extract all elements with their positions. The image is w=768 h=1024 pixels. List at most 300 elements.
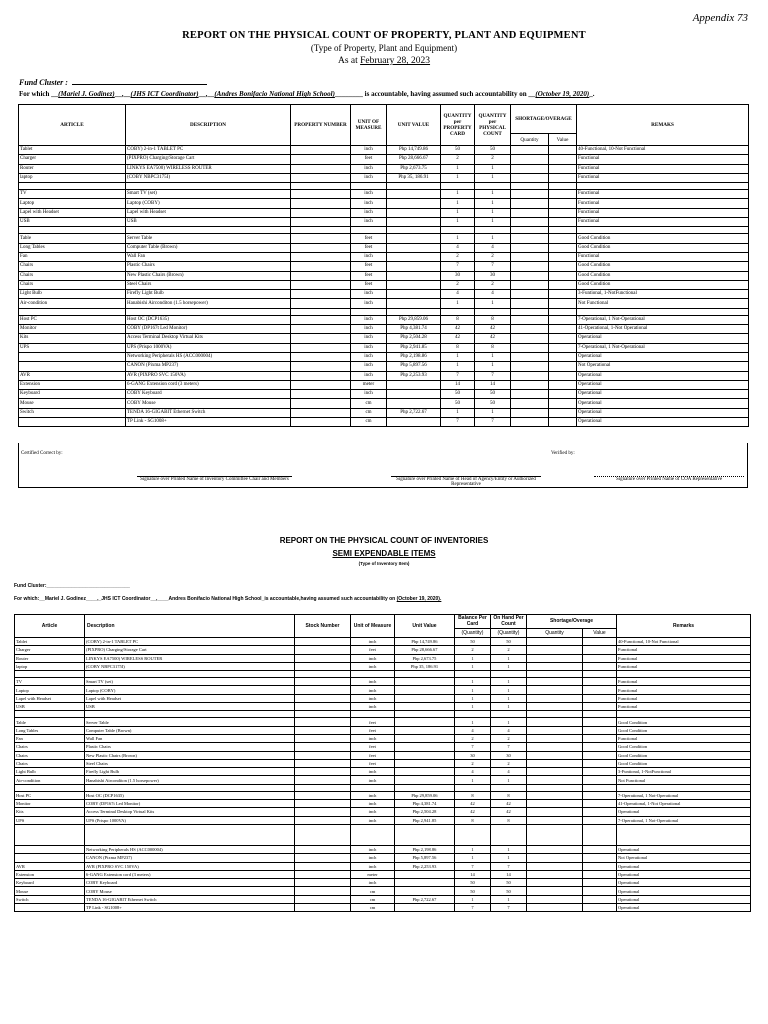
blank-cell bbox=[85, 784, 295, 791]
cell-remarks: Operational bbox=[577, 408, 749, 417]
cell-qty-card: 2 bbox=[441, 252, 475, 261]
table-row bbox=[19, 408, 749, 417]
cell-description: UPS (Prispo 1000VA) bbox=[126, 343, 291, 352]
report1-subtitle: (Type of Property, Plant and Equipment) bbox=[310, 43, 458, 53]
as-at-date: February 28, 2023 bbox=[360, 56, 431, 66]
cell-property-number bbox=[291, 234, 351, 243]
cell-remarks: Operational bbox=[617, 845, 751, 853]
blank-cell bbox=[351, 227, 387, 234]
cell-shortage-qty bbox=[527, 759, 583, 767]
col2-balance: Balance Per Card bbox=[455, 615, 491, 629]
cell-shortage-value bbox=[549, 290, 577, 299]
cell-shortage-value bbox=[549, 190, 577, 199]
cell-remarks: Good Condition bbox=[617, 726, 751, 734]
blank-cell bbox=[549, 227, 577, 234]
cell-article: Keyboard bbox=[19, 390, 126, 399]
cell-description: Steel Chairs bbox=[85, 759, 295, 767]
table-row bbox=[15, 686, 751, 694]
cell-shortage-qty bbox=[511, 390, 549, 399]
blank-cell bbox=[291, 183, 351, 190]
cell-unit-value: Php 14,749.86 bbox=[387, 146, 441, 155]
cell-shortage-qty bbox=[511, 280, 549, 289]
cell-unit-value: Php 2,722.67 bbox=[395, 895, 455, 903]
cell-shortage-qty bbox=[511, 155, 549, 164]
cell-description: Lapel with Headset bbox=[126, 208, 291, 217]
cell-shortage-value bbox=[583, 694, 617, 702]
cell-article: UPS bbox=[15, 816, 85, 824]
blank-cell bbox=[577, 227, 749, 234]
cell-shortage-value bbox=[549, 164, 577, 173]
cell-qty-card: 42 bbox=[441, 334, 475, 343]
cell-article bbox=[15, 904, 85, 912]
cell-property-number bbox=[295, 678, 351, 686]
cell-shortage-value bbox=[549, 334, 577, 343]
cell-shortage-qty bbox=[511, 334, 549, 343]
cell-remarks: Operational bbox=[577, 371, 749, 380]
cell-unit-value: Php 29,859.06 bbox=[387, 315, 441, 324]
accountable-person: (Mariel J. Godinez) bbox=[58, 90, 115, 98]
cell-article: Charger bbox=[19, 155, 126, 164]
cell-article: laptop bbox=[15, 662, 85, 670]
accountable-school: (Andres Bonifacio National High School) bbox=[214, 90, 335, 98]
cell-remarks: 40-Functional, 10-Not Functional bbox=[617, 638, 751, 646]
cell-shortage-qty bbox=[511, 199, 549, 208]
cell-unit: inch bbox=[351, 678, 395, 686]
cell-shortage-qty bbox=[511, 380, 549, 389]
cell-remarks: Good Condition bbox=[577, 262, 749, 271]
cell-remarks: Good Condition bbox=[577, 271, 749, 280]
cell-shortage-value bbox=[583, 854, 617, 862]
cell-description: (COBY NBPC3175I) bbox=[85, 662, 295, 670]
cell-remarks: Functional bbox=[577, 190, 749, 199]
cell-remarks: Not Functional bbox=[577, 299, 749, 308]
report1-for-which: For which __(Mariel J. Godinez)__,__(JHS ICT Coordinator)__,__(Andres Bonifacio National High School)________ is accountable, having assumed such accountability on __(October 19, 2020)_. bbox=[19, 90, 595, 98]
blank-cell bbox=[126, 227, 291, 234]
cell-qty-count: 7 bbox=[491, 743, 527, 751]
cell-qty-card: 50 bbox=[441, 390, 475, 399]
cell-remarks: Functional bbox=[617, 662, 751, 670]
cell-article: Mouse bbox=[15, 887, 85, 895]
cell-article bbox=[19, 352, 126, 361]
cell-unit-value bbox=[387, 399, 441, 408]
col-unit-value: UNIT VALUE bbox=[387, 105, 441, 146]
cell-remarks: Functional bbox=[617, 646, 751, 654]
cell-unit: inch bbox=[351, 734, 395, 742]
table-row bbox=[19, 164, 749, 173]
cell-qty-count: 42 bbox=[491, 800, 527, 808]
cell-description: Firefly Light Bulb bbox=[85, 768, 295, 776]
blank-cell bbox=[15, 784, 85, 791]
cell-qty-card: 1 bbox=[441, 190, 475, 199]
blank-cell bbox=[455, 824, 491, 845]
cell-remarks: Operational bbox=[617, 904, 751, 912]
cell-description: COBY (DP167t Led Monitor) bbox=[126, 325, 291, 334]
cell-remarks: Operational bbox=[577, 380, 749, 389]
cell-property-number bbox=[295, 887, 351, 895]
ppe-table-body bbox=[19, 146, 749, 427]
blank-cell bbox=[395, 711, 455, 718]
cell-remarks: Good Condition bbox=[617, 751, 751, 759]
table-row bbox=[15, 654, 751, 662]
cell-unit-value bbox=[387, 208, 441, 217]
cell-remarks: Functional bbox=[577, 173, 749, 182]
cell-shortage-qty bbox=[527, 791, 583, 799]
blank-cell bbox=[126, 183, 291, 190]
cell-remarks: Functional bbox=[617, 734, 751, 742]
cell-description: (PIXPRO) Charging/Storage Cart bbox=[126, 155, 291, 164]
cell-shortage-qty bbox=[527, 816, 583, 824]
cell-qty-card: 1 bbox=[441, 299, 475, 308]
blank-cell bbox=[351, 183, 387, 190]
cell-qty-count: 1 bbox=[475, 362, 511, 371]
cell-shortage-value bbox=[583, 845, 617, 853]
cell-qty-count: 1 bbox=[475, 234, 511, 243]
cell-shortage-value bbox=[583, 904, 617, 912]
cell-unit-value: Php 14,749.86 bbox=[395, 638, 455, 646]
blank-cell bbox=[85, 711, 295, 718]
cell-unit: inch bbox=[351, 371, 387, 380]
cell-qty-count: 8 bbox=[491, 816, 527, 824]
cell-shortage-qty bbox=[511, 190, 549, 199]
blank-cell bbox=[549, 183, 577, 190]
table-row bbox=[19, 218, 749, 227]
blank-cell bbox=[351, 671, 395, 678]
cell-shortage-value bbox=[583, 703, 617, 711]
blank-cell bbox=[85, 671, 295, 678]
accountable-text-2: is accountable,having assumed such accountability on bbox=[264, 596, 396, 602]
for-which-prefix: For which bbox=[19, 90, 50, 98]
cell-qty-card: 1 bbox=[441, 234, 475, 243]
blank-row bbox=[15, 711, 751, 718]
cell-qty-count: 1 bbox=[475, 173, 511, 182]
cell-qty-card: 7 bbox=[441, 418, 475, 427]
cell-remarks: Functional bbox=[577, 155, 749, 164]
cell-shortage-qty bbox=[511, 243, 549, 252]
cell-property-number bbox=[295, 734, 351, 742]
blank-cell bbox=[85, 824, 295, 845]
cell-description: (PIXPRO) Charging/Storage Cart bbox=[85, 646, 295, 654]
cell-unit: inch bbox=[351, 343, 387, 352]
cell-unit-value: Php 4,381.74 bbox=[395, 800, 455, 808]
table-row bbox=[15, 895, 751, 903]
cell-article: Switch bbox=[19, 408, 126, 417]
cell-remarks: 7-Operational, 1 Not-Operational bbox=[617, 816, 751, 824]
cell-shortage-qty bbox=[511, 299, 549, 308]
cell-description: Networking Peripherals HS (ACC000004) bbox=[85, 845, 295, 853]
blank-cell bbox=[527, 824, 583, 845]
ppe-table bbox=[18, 104, 749, 427]
cell-qty-card: 2 bbox=[455, 734, 491, 742]
cell-qty-count: 8 bbox=[475, 315, 511, 324]
cell-description: COBY Keyboard bbox=[85, 879, 295, 887]
cell-property-number bbox=[295, 662, 351, 670]
cell-unit: feet bbox=[351, 262, 387, 271]
cell-article bbox=[15, 854, 85, 862]
cell-shortage-value bbox=[583, 686, 617, 694]
blank-cell bbox=[351, 308, 387, 315]
cell-property-number bbox=[295, 808, 351, 816]
cell-remarks: 7-Operational, 1 Not-Operational bbox=[577, 343, 749, 352]
table-row bbox=[19, 380, 749, 389]
cell-qty-count: 7 bbox=[491, 862, 527, 870]
cell-shortage-qty bbox=[527, 718, 583, 726]
cell-description: UPS (Prispo 1000VA) bbox=[85, 816, 295, 824]
cell-unit-value: Php 2,198.86 bbox=[395, 845, 455, 853]
fund-cluster-line bbox=[72, 76, 207, 85]
cell-unit: inch bbox=[351, 190, 387, 199]
cell-description: Host OC (DCP1635) bbox=[85, 791, 295, 799]
cell-qty-card: 7 bbox=[455, 904, 491, 912]
blank-cell bbox=[475, 183, 511, 190]
blank-cell bbox=[491, 671, 527, 678]
cell-unit: cm bbox=[351, 418, 387, 427]
cell-qty-count: 42 bbox=[475, 334, 511, 343]
cell-unit-value bbox=[395, 768, 455, 776]
cell-shortage-value bbox=[549, 408, 577, 417]
blank-row bbox=[19, 308, 749, 315]
cell-remarks: Operational bbox=[577, 399, 749, 408]
cell-shortage-qty bbox=[527, 646, 583, 654]
table-row bbox=[15, 718, 751, 726]
accountable-position-2: _JHS ICT Coordinator bbox=[98, 596, 151, 602]
cell-article: Laptop bbox=[15, 686, 85, 694]
cell-shortage-qty bbox=[527, 726, 583, 734]
table-row bbox=[15, 879, 751, 887]
cell-qty-count: 1 bbox=[475, 408, 511, 417]
cell-property-number bbox=[291, 352, 351, 361]
cell-qty-card: 50 bbox=[455, 879, 491, 887]
table-row bbox=[19, 390, 749, 399]
table-row bbox=[19, 155, 749, 164]
cell-qty-card: 1 bbox=[441, 164, 475, 173]
cell-description: CANON (Pixma MP237) bbox=[126, 362, 291, 371]
cell-unit-value: Php 2,198.86 bbox=[387, 352, 441, 361]
col2-stock-number: Stock Number bbox=[295, 615, 351, 638]
cell-unit: feet bbox=[351, 759, 395, 767]
blank-cell bbox=[441, 308, 475, 315]
cell-description: Computer Table (Brown) bbox=[126, 243, 291, 252]
cell-qty-card: 1 bbox=[441, 218, 475, 227]
cell-description: Plastic Chairs bbox=[85, 743, 295, 751]
cell-unit-value bbox=[395, 734, 455, 742]
cell-shortage-qty bbox=[511, 252, 549, 261]
cell-shortage-value bbox=[583, 887, 617, 895]
cell-unit-value bbox=[387, 271, 441, 280]
cell-qty-card: 1 bbox=[455, 776, 491, 784]
cell-property-number bbox=[295, 638, 351, 646]
table-row bbox=[15, 768, 751, 776]
blank-row bbox=[15, 824, 751, 845]
cell-qty-card: 14 bbox=[441, 380, 475, 389]
blank-cell bbox=[527, 671, 583, 678]
cell-description: LINKYS EA7500) WIRELESS ROUTER bbox=[85, 654, 295, 662]
cell-article: USB bbox=[19, 218, 126, 227]
table-row bbox=[15, 703, 751, 711]
cell-unit-value: Php 2,673.75 bbox=[387, 164, 441, 173]
cell-qty-card: 8 bbox=[441, 315, 475, 324]
cell-shortage-qty bbox=[511, 408, 549, 417]
accountability-date-2: (October 19, 2020). bbox=[396, 596, 442, 602]
cell-description: Steel Chairs bbox=[126, 280, 291, 289]
cell-unit: inch bbox=[351, 808, 395, 816]
table-row bbox=[15, 808, 751, 816]
cell-shortage-value bbox=[549, 252, 577, 261]
cell-property-number bbox=[295, 800, 351, 808]
cell-article: Charger bbox=[15, 646, 85, 654]
cell-article: Extension bbox=[19, 380, 126, 389]
cell-shortage-qty bbox=[527, 904, 583, 912]
cell-unit-value bbox=[387, 418, 441, 427]
verified-label: Verified by: bbox=[551, 451, 575, 456]
cell-remarks: Functional bbox=[617, 686, 751, 694]
cell-qty-card: 1 bbox=[455, 686, 491, 694]
blank-row bbox=[15, 671, 751, 678]
cell-description: TP Link - SG1008+ bbox=[85, 904, 295, 912]
cell-property-number bbox=[295, 870, 351, 878]
cell-shortage-value bbox=[549, 371, 577, 380]
cell-unit: feet bbox=[351, 155, 387, 164]
cell-property-number bbox=[291, 262, 351, 271]
cell-shortage-qty bbox=[527, 870, 583, 878]
cell-property-number bbox=[295, 845, 351, 853]
cell-shortage-qty bbox=[527, 686, 583, 694]
cell-unit-value: Php 35, 186.91 bbox=[387, 173, 441, 182]
blank-cell bbox=[19, 308, 126, 315]
cell-property-number bbox=[291, 243, 351, 252]
cell-unit: inch bbox=[351, 816, 395, 824]
cell-unit: inch bbox=[351, 686, 395, 694]
cell-description: Networking Peripherals HS (ACC000004) bbox=[126, 352, 291, 361]
cell-unit: cm bbox=[351, 895, 395, 903]
cell-remarks: Not Operational bbox=[577, 362, 749, 371]
table-row bbox=[19, 190, 749, 199]
col-qty-count: QUANTITY per PHYSICAL COUNT bbox=[475, 105, 511, 146]
cell-property-number bbox=[291, 252, 351, 261]
cell-unit-value: Php 4,381.74 bbox=[387, 325, 441, 334]
cell-qty-count: 7 bbox=[475, 262, 511, 271]
report1-title: REPORT ON THE PHYSICAL COUNT OF PROPERTY, PLANT AND EQUIPMENT bbox=[182, 30, 586, 41]
cell-remarks: Good Condition bbox=[577, 243, 749, 252]
cell-shortage-qty bbox=[511, 362, 549, 371]
cell-unit: feet bbox=[351, 234, 387, 243]
cell-qty-count: 4 bbox=[475, 290, 511, 299]
cell-description: AVR (PIXPRO SVC 150VA) bbox=[85, 862, 295, 870]
blank-cell bbox=[351, 784, 395, 791]
blank-cell bbox=[455, 671, 491, 678]
cell-shortage-value bbox=[549, 399, 577, 408]
cell-unit-value bbox=[395, 751, 455, 759]
cell-shortage-value bbox=[583, 726, 617, 734]
report1-fund-cluster bbox=[19, 76, 207, 87]
cell-qty-card: 1 bbox=[455, 662, 491, 670]
accountable-school-2: __Andres Bonifacio National High School bbox=[162, 596, 262, 602]
cell-qty-card: 1 bbox=[455, 654, 491, 662]
cell-qty-card: 2 bbox=[441, 280, 475, 289]
table-row bbox=[15, 870, 751, 878]
cell-property-number bbox=[295, 726, 351, 734]
cell-description: CANON (Pixma MP237) bbox=[85, 854, 295, 862]
cell-shortage-value bbox=[549, 199, 577, 208]
cell-article: Host PC bbox=[19, 315, 126, 324]
cell-property-number bbox=[295, 718, 351, 726]
cell-shortage-qty bbox=[511, 262, 549, 271]
cell-remarks: Operational bbox=[577, 352, 749, 361]
cell-property-number bbox=[291, 280, 351, 289]
cell-shortage-value bbox=[583, 862, 617, 870]
table-row bbox=[19, 252, 749, 261]
cell-unit-value bbox=[395, 718, 455, 726]
appendix-label: Appendix 73 bbox=[692, 12, 748, 24]
table-row bbox=[19, 146, 749, 155]
cell-shortage-value bbox=[549, 352, 577, 361]
cell-qty-card: 1 bbox=[441, 408, 475, 417]
cell-unit: cm bbox=[351, 399, 387, 408]
cell-remarks: Operational bbox=[577, 418, 749, 427]
cell-remarks: Good Condition bbox=[617, 718, 751, 726]
cell-qty-count: 50 bbox=[491, 887, 527, 895]
cell-article: Air-condition bbox=[15, 776, 85, 784]
cell-shortage-qty bbox=[527, 703, 583, 711]
cell-remarks: 3-Funtional, 1-NotFunctional bbox=[617, 768, 751, 776]
cell-unit: inch bbox=[351, 252, 387, 261]
cell-property-number bbox=[291, 371, 351, 380]
cell-shortage-qty bbox=[511, 164, 549, 173]
cell-qty-card: 1 bbox=[455, 678, 491, 686]
cell-description: 6-GANG Extension cord (3 meters) bbox=[126, 380, 291, 389]
cell-remarks: Operational bbox=[577, 334, 749, 343]
cell-remarks: Operational bbox=[617, 870, 751, 878]
cell-shortage-qty bbox=[527, 854, 583, 862]
cell-property-number bbox=[295, 759, 351, 767]
cell-unit-value bbox=[387, 280, 441, 289]
blank-cell bbox=[295, 824, 351, 845]
table-row bbox=[15, 751, 751, 759]
cell-qty-count: 50 bbox=[491, 638, 527, 646]
cell-qty-count: 4 bbox=[491, 726, 527, 734]
cell-shortage-value bbox=[549, 146, 577, 155]
cell-shortage-qty bbox=[511, 315, 549, 324]
blank-cell bbox=[511, 227, 549, 234]
cell-article: AVR bbox=[15, 862, 85, 870]
cell-qty-count: 1 bbox=[491, 654, 527, 662]
cell-unit-value bbox=[395, 904, 455, 912]
col2-shortage-value: Value bbox=[583, 628, 617, 637]
cell-qty-card: 8 bbox=[455, 816, 491, 824]
cell-unit: cm bbox=[351, 408, 387, 417]
cell-shortage-value bbox=[583, 816, 617, 824]
cell-description: AVR (PIXPRO SVC 150VA) bbox=[126, 371, 291, 380]
cell-unit: inch bbox=[351, 800, 395, 808]
inventory-table bbox=[14, 614, 751, 912]
cell-qty-count: 50 bbox=[475, 399, 511, 408]
cell-property-number bbox=[295, 743, 351, 751]
cell-unit: inch bbox=[351, 199, 387, 208]
cell-description: Laptop (COBY) bbox=[126, 199, 291, 208]
blank-cell bbox=[295, 711, 351, 718]
cell-unit: inch bbox=[351, 768, 395, 776]
cell-unit-value bbox=[387, 299, 441, 308]
cell-shortage-value bbox=[549, 390, 577, 399]
cell-unit-value: Php 2,253.93 bbox=[395, 862, 455, 870]
cell-qty-card: 1 bbox=[455, 895, 491, 903]
cell-shortage-value bbox=[583, 895, 617, 903]
table-row bbox=[15, 759, 751, 767]
cell-description: Lapel with Headset bbox=[85, 694, 295, 702]
cell-qty-card: 50 bbox=[455, 887, 491, 895]
signature-head: Signature over Printed Name of Head of Agency/Entity or Authorized Representative bbox=[391, 476, 541, 487]
cell-qty-card: 2 bbox=[441, 155, 475, 164]
table-row bbox=[19, 271, 749, 280]
